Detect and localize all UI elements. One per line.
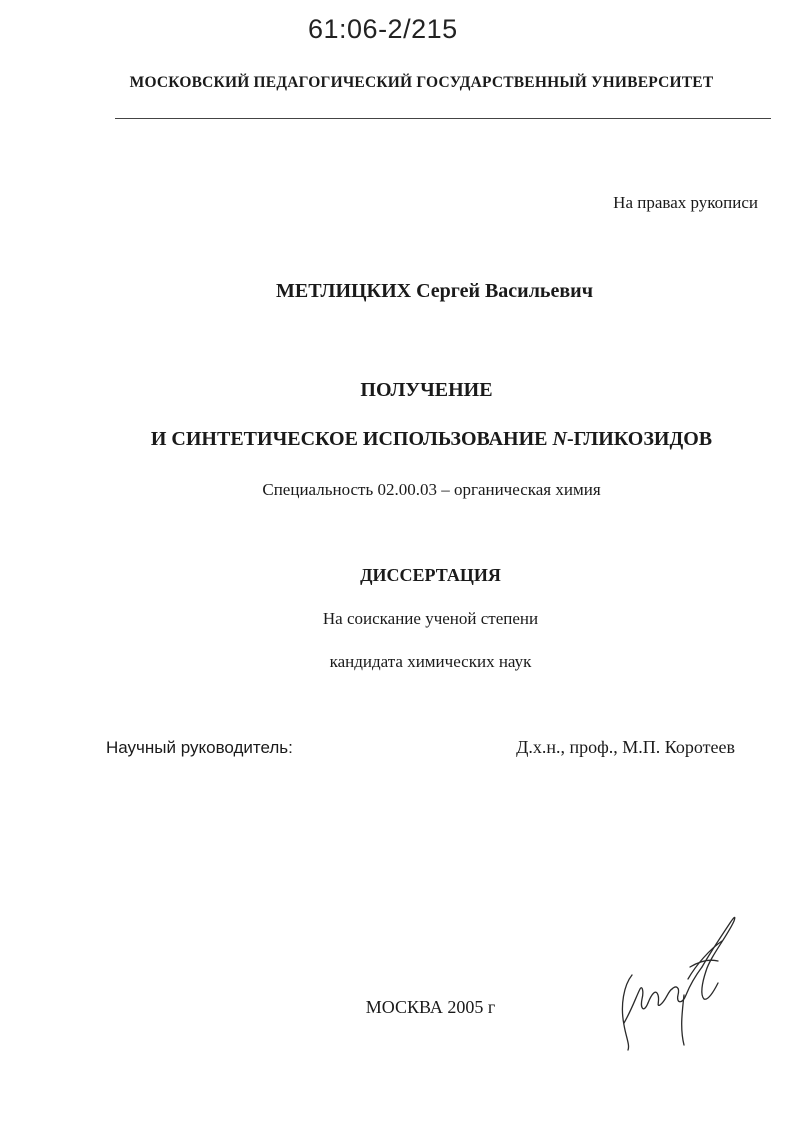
supervisor-name: Д.х.н., проф., М.П. Коротеев	[516, 737, 735, 757]
header-divider	[115, 118, 771, 119]
manuscript-note: На правах рукописи	[613, 193, 758, 212]
specialty: Специальность 02.00.03 – органическая химия	[262, 480, 601, 499]
degree-line-2: кандидата химических наук	[329, 652, 532, 671]
title-line-2	[0, 428, 793, 451]
title-line-2-prefix: И СИНТЕТИЧЕСКОЕ ИСПОЛЬЗОВАНИЕ	[150, 428, 553, 450]
title-line-2-suffix: -ГЛИКОЗИДОВ	[566, 428, 713, 450]
title-line-2-italic: N	[552, 428, 567, 450]
city-year: МОСКВА 2005 г	[365, 997, 496, 1017]
author-name: МЕТЛИЦКИХ Сергей Васильевич	[275, 280, 593, 302]
work-type: ДИССЕРТАЦИЯ	[360, 565, 501, 585]
handwritten-signature	[610, 905, 750, 1055]
university-name: МОСКОВСКИЙ ПЕДАГОГИЧЕСКИЙ ГОСУДАРСТВЕННЫЙ УНИВЕРСИТЕТ	[129, 74, 714, 91]
title-line-1: ПОЛУЧЕНИЕ	[360, 379, 493, 401]
signature-drawing	[610, 905, 750, 1055]
degree-line-1: На соискание ученой степени	[322, 609, 539, 628]
supervisor-label: Научный руководитель:	[106, 738, 293, 757]
archive-code: 61:06-2/215	[308, 14, 458, 44]
